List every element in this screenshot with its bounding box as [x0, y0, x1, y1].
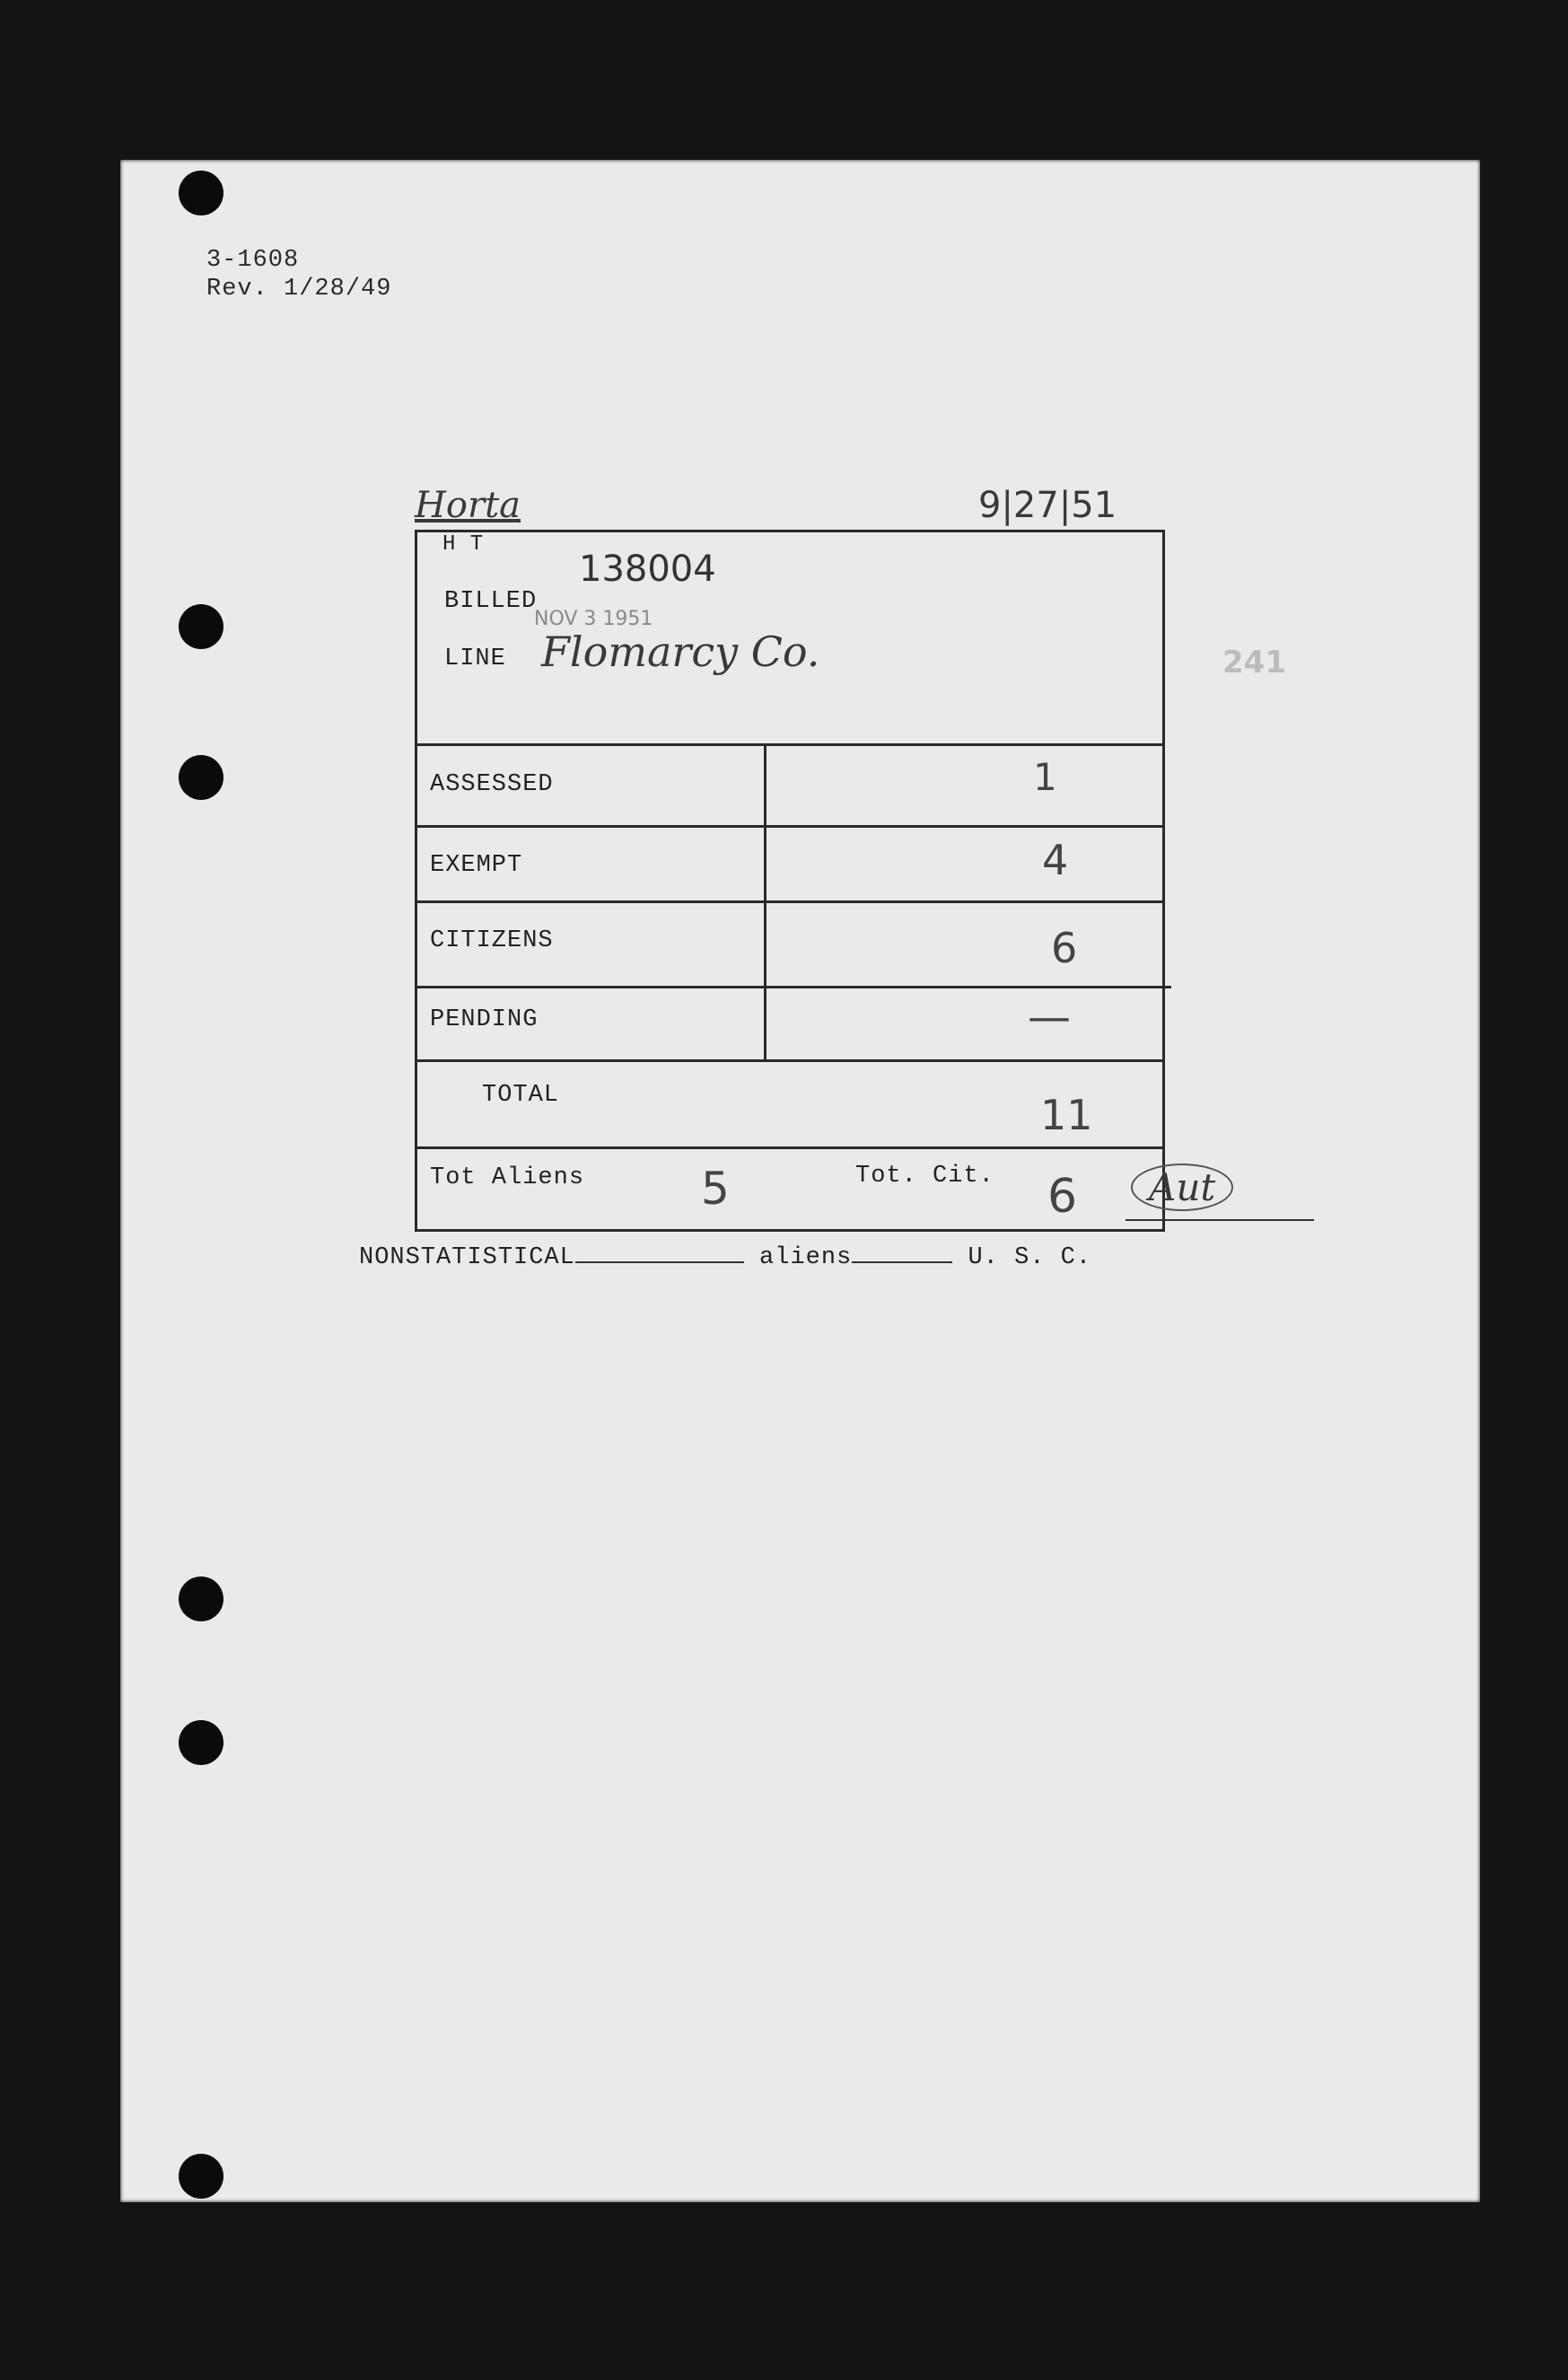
date-handwritten: 9|27|51: [978, 485, 1117, 526]
row-value-citizens: 6: [1051, 924, 1078, 972]
tot-cit-value: 6: [1047, 1170, 1078, 1224]
form-number-block: [206, 246, 391, 303]
initials-handwritten: Aut: [1131, 1164, 1233, 1211]
tot-aliens-value: 5: [701, 1163, 730, 1215]
punch-hole: [179, 171, 223, 215]
ht-number: 138004: [579, 549, 716, 590]
punch-hole: [179, 1576, 223, 1621]
punch-hole: [179, 755, 223, 800]
row-label-pending: PENDING: [430, 1006, 539, 1033]
manifest-table: [415, 530, 1165, 1232]
row-value-pending: —: [1028, 992, 1071, 1042]
row-value-exempt: 4: [1042, 836, 1069, 884]
billed-label: BILLED: [444, 588, 538, 615]
usc-label: U. S. C.: [968, 1244, 1092, 1271]
nonstatistical-label: NONSTATISTICAL: [359, 1244, 575, 1271]
tot-aliens-label: Tot Aliens: [430, 1164, 585, 1191]
total-value: 11: [1040, 1091, 1093, 1139]
line-label: LINE: [444, 645, 506, 672]
form-number: 3-1608: [206, 247, 300, 274]
tot-cit-label: Tot. Cit.: [855, 1163, 994, 1190]
billed-date-stamp: NOV 3 1951: [534, 608, 653, 630]
row-label-exempt: EXEMPT: [430, 852, 523, 879]
total-label: TOTAL: [482, 1082, 560, 1109]
punch-hole: [179, 1720, 223, 1765]
line-value-handwritten: Flomarcy Co.: [541, 628, 820, 676]
aliens-label: aliens: [759, 1244, 853, 1271]
punch-hole: [179, 2154, 223, 2199]
document-page: [120, 160, 1480, 2202]
ht-label: H T: [442, 532, 485, 557]
vessel-name-handwritten: Horta: [415, 485, 521, 526]
row-label-assessed: ASSESSED: [430, 771, 554, 798]
punch-hole: [179, 604, 223, 649]
nonstatistical-line: [359, 1244, 1091, 1271]
page-number-stamp: 241: [1222, 645, 1286, 681]
row-value-assessed: 1: [1033, 755, 1057, 799]
form-revision: Rev. 1/28/49: [206, 276, 392, 303]
row-label-citizens: CITIZENS: [430, 927, 554, 954]
